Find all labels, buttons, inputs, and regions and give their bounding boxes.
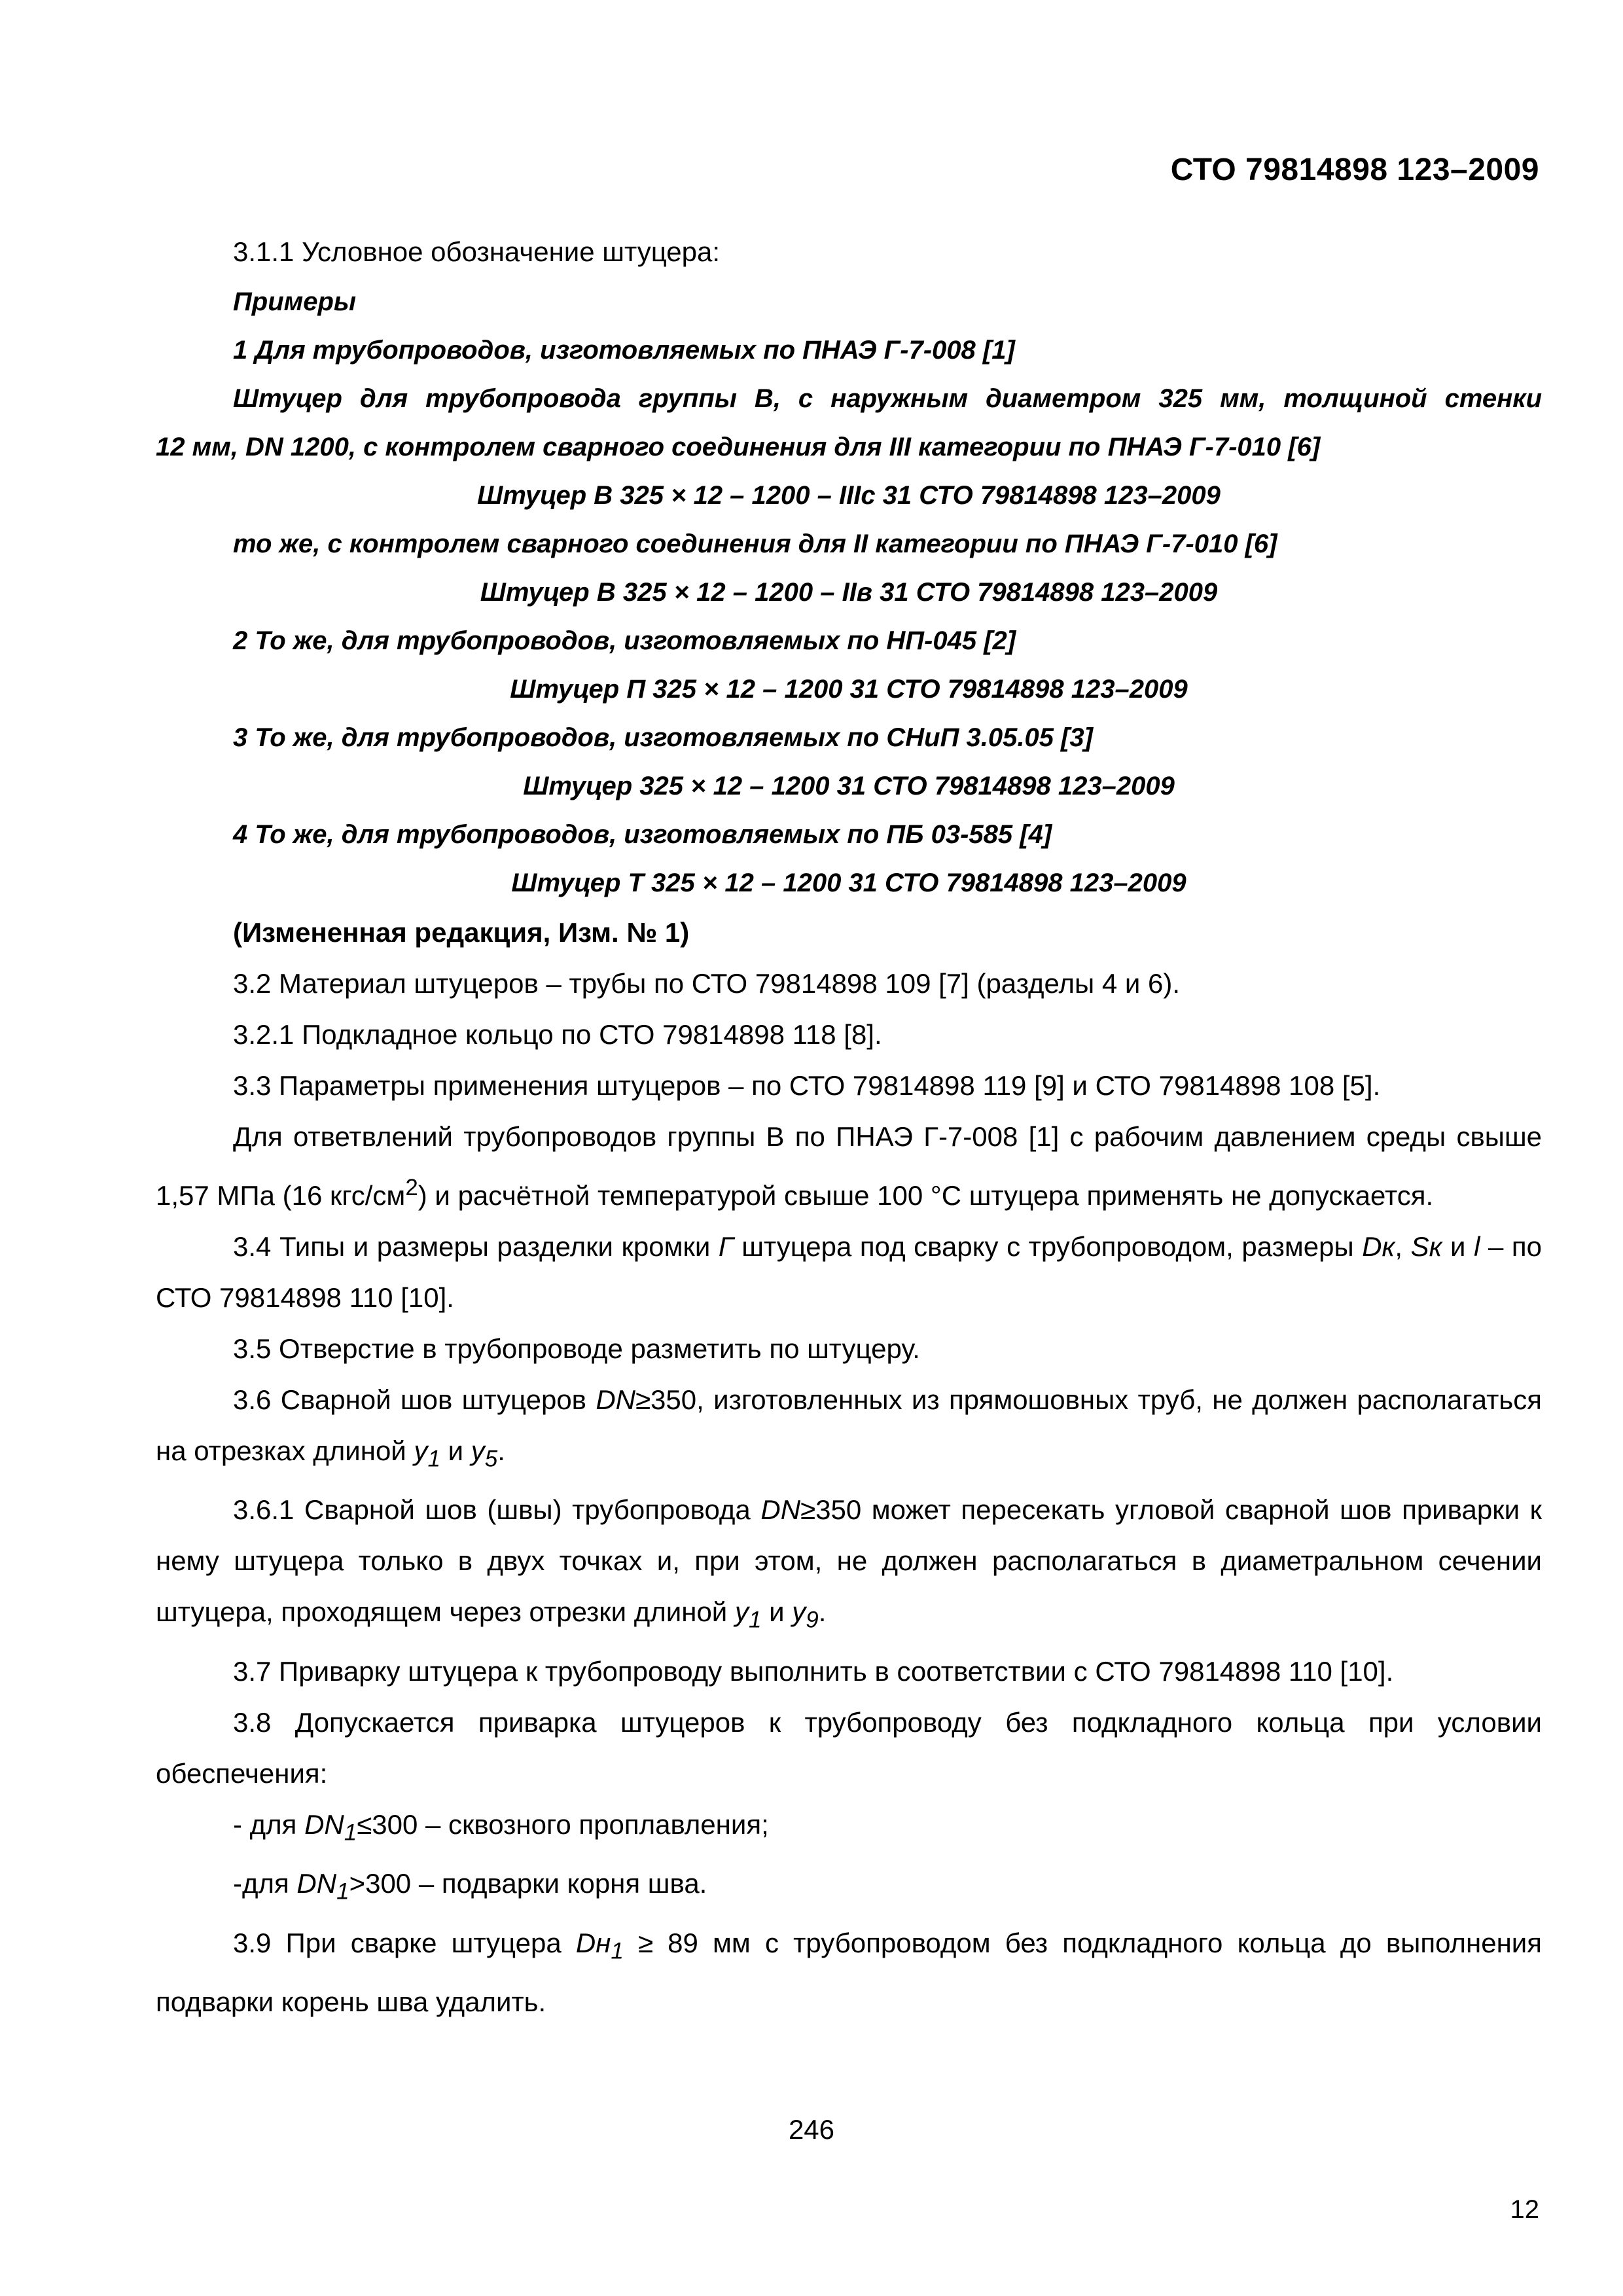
clause-3-6-text: 3.6 Сварной шов штуцеров bbox=[233, 1384, 596, 1415]
clause-3-3-note-text-b: ) и расчётной температурой свыше 100 °С штуцера применять не допускается. bbox=[418, 1180, 1434, 1211]
clause-3-6-text: . bbox=[497, 1435, 505, 1466]
clause-3-6-1-text: и bbox=[761, 1596, 793, 1628]
sheet-number: 12 bbox=[1510, 2195, 1539, 2224]
symbol-y: y bbox=[471, 1435, 485, 1466]
symbol-dn: DN bbox=[760, 1494, 801, 1526]
example-1-designation: Штуцер В 325 × 12 – 1200 – IIIс 31 СТО 79814898 123–2009 bbox=[477, 481, 1221, 510]
symbol-dn: DN bbox=[296, 1868, 337, 1899]
clause-3-3-note bbox=[156, 1111, 1542, 1221]
clause-3-3: 3.3 Параметры применения штуцеров – по СТО 79814898 119 [9] и СТО 79814898 108 [5]. bbox=[233, 1070, 1381, 1101]
clause-3-4-text: , bbox=[1395, 1231, 1411, 1262]
example-1-title: 1 Для трубопроводов, изготовляемых по ПНАЭ Г-7-008 [1] bbox=[233, 336, 1015, 365]
symbol-g: Г bbox=[718, 1231, 734, 1262]
clause-3-8-item-2 bbox=[156, 1858, 1542, 1917]
clause-3-6-1-text: 3.6.1 Сварной шов (швы) трубопровода bbox=[233, 1494, 761, 1526]
example-1-alt-designation: Штуцер В 325 × 12 – 1200 – IIв 31 СТО 79814898 123–2009 bbox=[480, 578, 1218, 607]
page-number: 246 bbox=[788, 2114, 835, 2145]
list-item-text: >300 – подварки корня шва. bbox=[349, 1868, 707, 1899]
example-3-designation: Штуцер 325 × 12 – 1200 31 СТО 79814898 123–2009 bbox=[523, 772, 1175, 800]
clause-3-6-1 bbox=[156, 1484, 1542, 1645]
example-4-designation: Штуцер Т 325 × 12 – 1200 31 СТО 79814898 123–2009 bbox=[511, 869, 1186, 897]
clause-3-4 bbox=[156, 1221, 1542, 1323]
clause-3-8-item-1 bbox=[156, 1799, 1542, 1858]
clause-3-2: 3.2 Материал штуцеров – трубы по СТО 79814898 109 [7] (разделы 4 и 6). bbox=[233, 968, 1181, 999]
subscript: 1 bbox=[611, 1937, 624, 1964]
clause-3-5: 3.5 Отверстие в трубопроводе разметить по штуцеру. bbox=[233, 1333, 920, 1364]
example-3-title: 3 То же, для трубопроводов, изготовляемых по СНиП 3.05.05 [3] bbox=[233, 723, 1093, 752]
example-2-title: 2 То же, для трубопроводов, изготовляемых по НП-045 [2] bbox=[233, 626, 1016, 655]
example-1-alt-description: то же, с контролем сварного соединения для II категории по ПНАЭ Г-7-010 [6] bbox=[233, 529, 1277, 558]
list-item-text: ≤300 – сквозного проплавления; bbox=[357, 1808, 769, 1840]
symbol-dn-outer: Dн bbox=[575, 1927, 611, 1958]
symbol-y: y bbox=[414, 1435, 428, 1466]
clause-3-6-text: и bbox=[440, 1435, 471, 1466]
clause-3-6-1-text: ≥350 может пересекать угловой сварной шов приварки к нему штуцера только в двух точках и, при этом, не должен располагаться в диаметральном сечении штуцера, проходящем через отрезки длиной bbox=[156, 1494, 1542, 1628]
clause-3-2-1: 3.2.1 Подкладное кольцо по СТО 79814898 118 [8]. bbox=[233, 1019, 882, 1050]
example-1-description-line1: Штуцер для трубопровода группы В, с наружным диаметром 325 мм, толщиной стенки bbox=[233, 384, 1542, 413]
symbol-l: l bbox=[1474, 1231, 1480, 1262]
clause-3-4-text: штуцера под сварку с трубопроводом, размеры bbox=[733, 1231, 1363, 1262]
list-item-text: - для bbox=[233, 1808, 305, 1840]
example-4-title: 4 То же, для трубопроводов, изготовляемых по ПБ 03-585 [4] bbox=[233, 820, 1052, 849]
example-2-designation: Штуцер П 325 × 12 – 1200 31 СТО 79814898 123–2009 bbox=[510, 675, 1188, 704]
clause-3-6 bbox=[156, 1374, 1542, 1484]
document-body bbox=[156, 226, 1542, 2028]
amendment-note: (Измененная редакция, Изм. № 1) bbox=[233, 917, 690, 948]
clause-3-9-text: ≥ 89 мм с трубопроводом без подкладного кольца до выполнения подварки корень шва удалить. bbox=[156, 1927, 1542, 2017]
symbol-y: y bbox=[734, 1596, 749, 1628]
examples-heading: Примеры bbox=[233, 287, 357, 316]
subscript: 1 bbox=[344, 1820, 357, 1846]
list-item-text: -для bbox=[233, 1868, 297, 1899]
subscript: 9 bbox=[806, 1607, 819, 1633]
symbol-dn: DN bbox=[596, 1384, 635, 1415]
subscript: 1 bbox=[427, 1446, 440, 1472]
clause-3-4-text: – по СТО 79814898 110 [10]. bbox=[156, 1231, 1542, 1313]
clause-3-3-note-text-a: Для ответвлений трубопроводов группы В по ПНАЭ Г-7-008 [1] с рабочим давлением среды свыше 1,57 МПа (16 кгс/см bbox=[156, 1121, 1542, 1211]
clause-3-9 bbox=[156, 1918, 1542, 2028]
subscript: 5 bbox=[484, 1446, 498, 1472]
example-1-description-line2: 12 мм, DN 1200, с контролем сварного соединения для III категории по ПНАЭ Г-7-010 [6] bbox=[156, 433, 1321, 461]
clause-3-1-1: 3.1.1 Условное обозначение штуцера: bbox=[233, 236, 721, 267]
symbol-sk: Sк bbox=[1410, 1231, 1442, 1262]
subscript: 1 bbox=[336, 1878, 349, 1905]
clause-3-8: 3.8 Допускается приварка штуцеров к трубопроводу без подкладного кольца при условии обеспечения: bbox=[156, 1706, 1542, 1789]
clause-3-4-text: 3.4 Типы и размеры разделки кромки bbox=[233, 1231, 719, 1262]
symbol-dk: Dк bbox=[1362, 1231, 1395, 1262]
subscript: 1 bbox=[748, 1607, 762, 1633]
symbol-dn: DN bbox=[304, 1808, 344, 1840]
symbol-y: y bbox=[792, 1596, 806, 1628]
clause-3-6-1-text: . bbox=[818, 1596, 827, 1628]
clause-3-7: 3.7 Приварку штуцера к трубопроводу выполнить в соответствии с СТО 79814898 110 [10]. bbox=[233, 1655, 1394, 1687]
document-code-header: СТО 79814898 123–2009 bbox=[1170, 152, 1539, 187]
superscript: 2 bbox=[405, 1175, 418, 1200]
clause-3-6-text: ≥350, изготовленных из прямошовных труб, не должен располагаться на отрезках длиной bbox=[156, 1384, 1543, 1466]
clause-3-4-text: и bbox=[1442, 1231, 1474, 1262]
clause-3-9-text: 3.9 При сварке штуцера bbox=[233, 1927, 576, 1958]
